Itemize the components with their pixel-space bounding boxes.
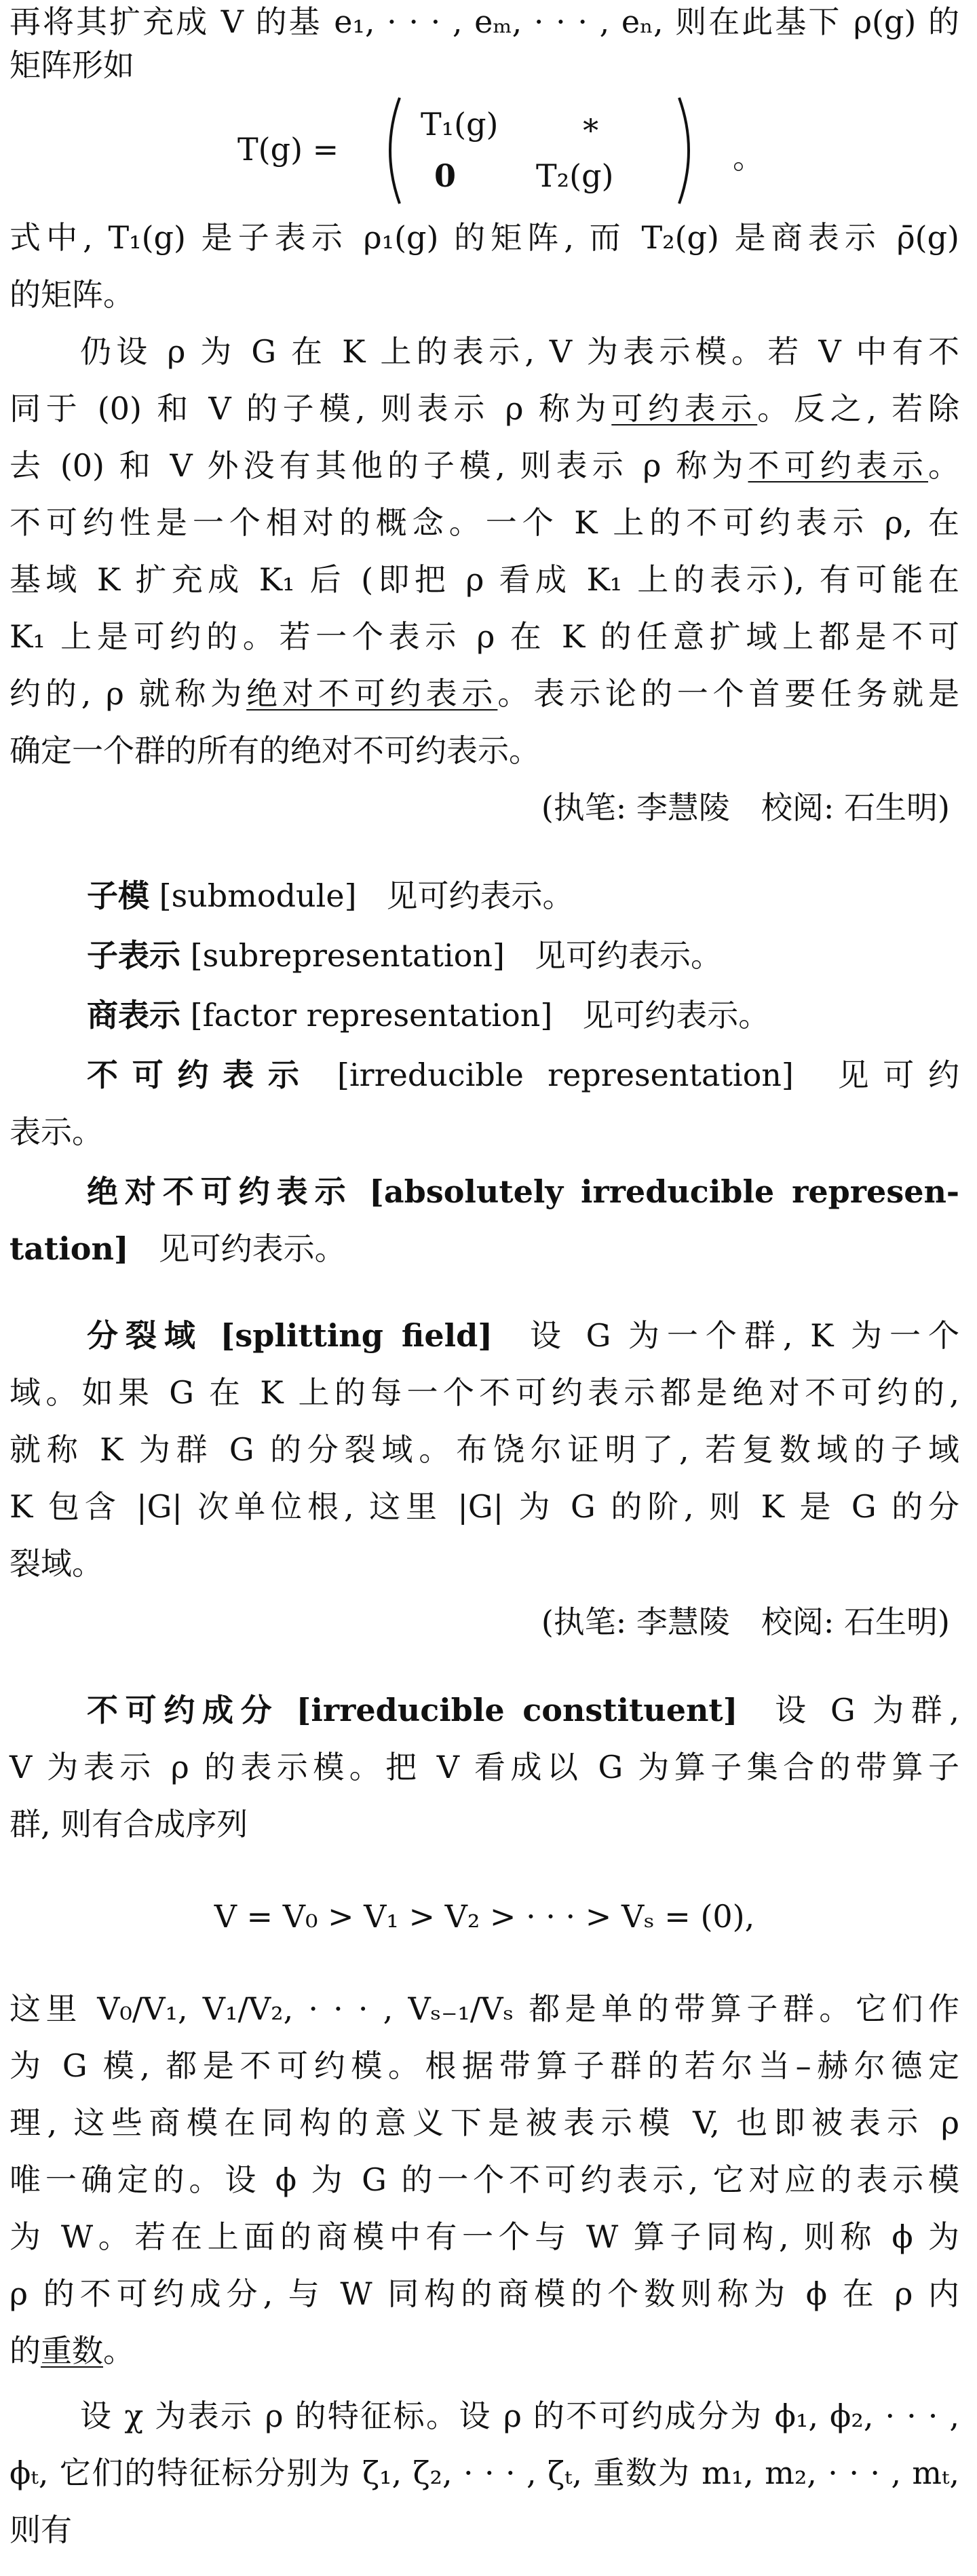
entry-headword: 不可约表示 <box>87 1057 313 1093</box>
text-line: 再将其扩充成 V 的基 e₁, · · · , eₘ, · · · , eₙ, 则在此基下 ρ(g) 的 <box>9 3 959 40</box>
entry-see: 见可约表示。 <box>158 1230 346 1267</box>
term-irreducible-representation: 不可约表示 <box>748 447 928 484</box>
term-absolutely-irreducible-representation: 绝对不可约表示 <box>246 675 498 712</box>
entry-english: [splitting field] <box>220 1317 493 1354</box>
matrix-end-mark: 。 <box>733 139 764 176</box>
entry-headword: 子模 <box>87 877 149 914</box>
text-line: 裂域。 <box>9 1545 103 1582</box>
entry-see: 见可约表示。 <box>534 937 722 974</box>
entry-continuation: 表示。 <box>9 1114 103 1150</box>
text-span: 。表示论的一个首要任务就是 <box>497 675 959 712</box>
text-line: 这里 V₀/V₁, V₁/V₂, · · · , Vₛ₋₁/Vₛ 都是单的带算子群。它们作 <box>9 1990 959 2027</box>
text-line: 域。如果 G 在 K 上的每一个不可约表示都是绝对不可约的, <box>9 1374 959 1411</box>
text-line: 唯一确定的。设 ϕ 为 G 的一个不可约表示, 它对应的表示模 <box>9 2161 959 2198</box>
text-line: ρ 的不可约成分, 与 W 同构的商模的个数则称为 ϕ 在 ρ 内 <box>9 2275 959 2312</box>
text-span: 。反之, 若除 <box>757 390 959 427</box>
text-span: 设 G 为一个群, K 为一个 <box>522 1317 960 1354</box>
entry-see: 见可约表示。 <box>582 997 770 1034</box>
entry-see: 见可约表示。 <box>386 877 574 914</box>
entry-english: [submodule] <box>159 877 357 914</box>
entry-splitting-field <box>87 1317 959 1355</box>
term-multiplicity: 重数 <box>41 2332 103 2369</box>
entry-headword: 分裂域 <box>87 1317 203 1354</box>
text-line: 仍设 ρ 为 G 在 K 上的表示, V 为表示模。若 V 中有不 <box>80 333 959 370</box>
text-span: 的 <box>9 2332 41 2369</box>
text-span: 约的, ρ 就称为 <box>9 675 247 712</box>
entry-headword: 不可约成分 <box>87 1692 280 1728</box>
entry-irreducible-representation <box>87 1056 959 1094</box>
credit-line: (执笔: 李慧陵 校阅: 石生明) <box>541 1604 950 1640</box>
text-span: 设 G 为群, <box>767 1692 960 1728</box>
matrix-lhs: T(g) = <box>237 131 339 168</box>
text-line <box>9 390 959 428</box>
left-paren <box>377 95 404 206</box>
text-line: ϕₜ, 它们的特征标分别为 ζ₁, ζ₂, · · · , ζₜ, 重数为 m₁, m₂, · · · , mₜ, <box>9 2455 959 2491</box>
entry-english: [irreducible constituent] <box>296 1692 738 1728</box>
right-paren <box>675 95 702 206</box>
composition-series-formula: V = V₀ > V₁ > V₂ > · · · > Vₛ = (0), <box>214 1898 755 1935</box>
text-line: 的矩阵。 <box>9 276 134 313</box>
entry-english: [irreducible representation] <box>337 1057 794 1093</box>
entry-headword: 绝对不可约表示 <box>87 1173 353 1210</box>
text-line: 理, 这些商模在同构的意义下是被表示模 V, 也即被表示 ρ <box>9 2104 959 2141</box>
matrix-cell-12: ∗ <box>580 106 602 143</box>
text-span: 。 <box>928 447 959 484</box>
text-span: 。 <box>103 2332 134 2369</box>
credit-line: (执笔: 李慧陵 校阅: 石生明) <box>541 789 950 826</box>
text-line <box>9 447 959 485</box>
text-line: 就称 K 为群 G 的分裂域。布饶尔证明了, 若复数域的子域 <box>9 1431 959 1468</box>
text-line: V 为表示 ρ 的表示模。把 V 看成以 G 为算子集合的带算子 <box>9 1749 959 1785</box>
text-line: 为 G 模, 都是不可约模。根据带算子群的若尔当–赫尔德定 <box>9 2047 959 2084</box>
text-line: 基域 K 扩充成 K₁ 后 (即把 ρ 看成 K₁ 上的表示), 有可能在 <box>9 561 959 598</box>
entry-factor-representation <box>87 996 959 1034</box>
entry-irreducible-constituent <box>87 1691 959 1729</box>
text-line: 设 χ 为表示 ρ 的特征标。设 ρ 的不可约成分为 ϕ₁, ϕ₂, · · · , <box>80 2398 959 2434</box>
text-span: 去 (0) 和 V 外没有其他的子模, 则表示 ρ 称为 <box>9 447 748 484</box>
text-line: 式中, T₁(g) 是子表示 ρ₁(g) 的矩阵, 而 T₂(g) 是商表示 ρ̄(g) <box>9 219 959 256</box>
text-line <box>9 2332 959 2370</box>
entry-english: [factor representation] <box>190 997 553 1034</box>
text-line: 确定一个群的所有的绝对不可约表示。 <box>9 732 540 769</box>
text-span: 同于 (0) 和 V 的子模, 则表示 ρ 称为 <box>9 390 612 427</box>
text-line: 则有 <box>9 2512 72 2548</box>
text-line: K 包含 |G| 次单位根, 这里 |G| 为 G 的阶, 则 K 是 G 的分 <box>9 1488 959 1525</box>
entry-absolutely-irreducible <box>87 1173 959 1211</box>
entry-subrepresentation <box>87 936 959 974</box>
matrix-cell-22: T₂(g) <box>536 157 614 194</box>
matrix-equation <box>237 95 764 206</box>
text-line <box>9 675 959 713</box>
entry-english: [absolutely irreducible represen- <box>369 1173 960 1210</box>
text-line: 群, 则有合成序列 <box>9 1806 248 1842</box>
entry-continuation <box>9 1230 959 1268</box>
matrix-cell-11: T₁(g) <box>421 106 499 143</box>
entry-english: [subrepresentation] <box>190 937 505 974</box>
entry-english-cont: tation] <box>9 1230 129 1267</box>
text-line: 矩阵形如 <box>9 47 134 83</box>
entry-submodule <box>87 877 959 915</box>
entry-headword: 子表示 <box>87 937 180 974</box>
text-line: 为 W。若在上面的商模中有一个与 W 算子同构, 则称 ϕ 为 <box>9 2218 959 2255</box>
entry-see: 见可约 <box>823 1057 960 1093</box>
term-reducible-representation: 可约表示 <box>611 390 758 427</box>
text-line: K₁ 上是可约的。若一个表示 ρ 在 K 的任意扩域上都是不可 <box>9 618 959 655</box>
text-line: 不可约性是一个相对的概念。一个 K 上的不可约表示 ρ, 在 <box>9 504 959 541</box>
matrix-cell-21: 0 <box>434 157 457 194</box>
entry-headword: 商表示 <box>87 997 180 1034</box>
